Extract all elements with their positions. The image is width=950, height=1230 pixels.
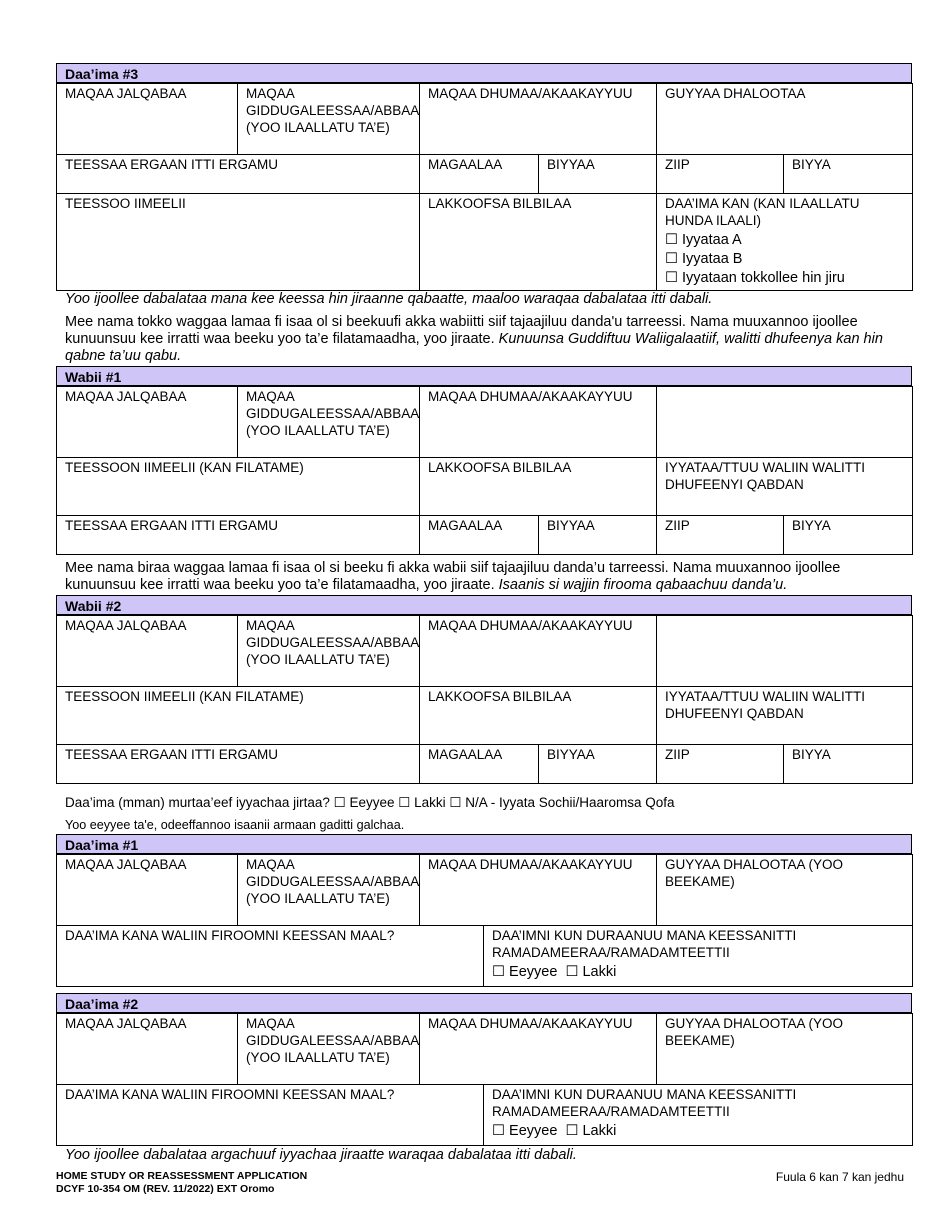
section-header-child-2: Daa’ima #2 bbox=[56, 993, 912, 1013]
child-3-resides-label: DAA’IMA KAN (KAN ILAALLATU HUNDA ILAALI) bbox=[665, 196, 860, 228]
section-header-reference-1: Wabii #1 bbox=[56, 366, 912, 386]
ref-1-last-name-field[interactable]: MAQAA DHUMAA/AKAAKAYYUU bbox=[420, 387, 657, 458]
specific-child-question[interactable]: Daa’ima (mman) murtaa’eef iyyachaa jirtaa? ☐ Eeyyee ☐ Lakki ☐ N/A - Iyyata Sochii/Haaromsa Qofa bbox=[65, 795, 675, 810]
form-title: HOME STUDY OR REASSESSMENT APPLICATION bbox=[56, 1170, 308, 1182]
child-3-middle-name-field[interactable]: MAQAA GIDDUGALEESSAA/ABBAA (YOO ILAALLATU TA’E) bbox=[238, 84, 420, 155]
child-1-birth-date-field[interactable]: GUYYAA DHALOOTAA (YOO BEEKAME) bbox=[657, 855, 913, 926]
ref-1-address-field[interactable]: TEESSAA ERGAAN ITTI ERGAMU bbox=[57, 516, 420, 555]
child-2-placed-cell bbox=[484, 1085, 913, 1146]
child-3-email-field[interactable]: TEESSOO IIMEELII bbox=[57, 194, 420, 291]
child-3-birth-date-field[interactable]: GUYYAA DHALOOTAA bbox=[657, 84, 913, 155]
child-3-table bbox=[56, 83, 913, 291]
page-number: Fuula 6 kan 7 kan jedhu bbox=[775, 1170, 904, 1184]
child-3-country-field[interactable]: BIYYA bbox=[784, 155, 913, 194]
ref-2-first-name-field[interactable]: MAQAA JALQABAA bbox=[57, 616, 238, 687]
specific-child-note: Yoo eeyyee ta'e, odeeffannoo isaanii armaan gaditti galchaa. bbox=[65, 818, 405, 832]
child-3-state-field[interactable]: BIYYAA bbox=[539, 155, 657, 194]
child-3-resides-cell bbox=[657, 194, 913, 291]
ref-2-blank-field[interactable] bbox=[657, 616, 913, 687]
child-1-last-name-field[interactable]: MAQAA DHUMAA/AKAAKAYYUU bbox=[420, 855, 657, 926]
reference-2-intro: Mee nama biraa waggaa lamaa fi isaa ol si beeku fi akka wabii siif tajaajiluu danda’u tarreessi. Nama muuxannoo ijoollee kunuunsuu kee irratti waa beeku yoo ta’e filatamaadha, yoo jiraate. Isaanis si wajjin firooma qabaachuu danda’u. bbox=[65, 560, 841, 593]
section-header-child-3: Daa’ima #3 bbox=[56, 63, 912, 83]
child-1-table bbox=[56, 854, 913, 987]
ref-1-country-field[interactable]: BIYYA bbox=[784, 516, 913, 555]
child-2-table bbox=[56, 1013, 913, 1146]
ref-1-blank-field[interactable] bbox=[657, 387, 913, 458]
ref-2-address-field[interactable]: TEESSAA ERGAAN ITTI ERGAMU bbox=[57, 745, 420, 784]
child-2-first-name-field[interactable]: MAQAA JALQABAA bbox=[57, 1014, 238, 1085]
child-2-relationship-field[interactable]: DAA’IMA KANA WALIIN FIROOMNI KEESSAN MAAL? bbox=[57, 1085, 484, 1146]
child-2-no-checkbox[interactable]: ☐ Lakki bbox=[565, 1123, 617, 1139]
option-a-checkbox[interactable]: ☐ Iyyataa A bbox=[665, 232, 742, 248]
child-1-relationship-field[interactable]: DAA’IMA KANA WALIIN FIROOMNI KEESSAN MAAL? bbox=[57, 926, 484, 987]
ref-2-zip-field[interactable]: ZIIP bbox=[657, 745, 784, 784]
child-3-first-name-field[interactable]: MAQAA JALQABAA bbox=[57, 84, 238, 155]
child-1-placed-label: DAA’IMNI KUN DURAANUU MANA KEESSANITTI RAMADAMEERAA/RAMADAMTEETTII bbox=[492, 928, 797, 960]
ref-2-state-field[interactable]: BIYYAA bbox=[539, 745, 657, 784]
child-2-yes-checkbox[interactable]: ☐ Eeyyee bbox=[492, 1123, 558, 1139]
child-1-placed-cell bbox=[484, 926, 913, 987]
child-3-phone-field[interactable]: LAKKOOFSA BILBILAA bbox=[420, 194, 657, 291]
section-header-reference-2: Wabii #2 bbox=[56, 595, 912, 615]
form-page bbox=[56, 63, 912, 1164]
child-2-middle-name-field[interactable]: MAQAA GIDDUGALEESSAA/ABBAA (YOO ILAALLATU TA’E) bbox=[238, 1014, 420, 1085]
ref-1-city-field[interactable]: MAGAALAA bbox=[420, 516, 539, 555]
more-children-note: Yoo ijoollee dabalataa mana kee keessa hin jiraanne qabaatte, maaloo waraqaa dabalataa itti dabali. bbox=[65, 291, 713, 307]
child-2-last-name-field[interactable]: MAQAA DHUMAA/AKAAKAYYUU bbox=[420, 1014, 657, 1085]
ref-2-city-field[interactable]: MAGAALAA bbox=[420, 745, 539, 784]
option-b-checkbox[interactable]: ☐ Iyyataa B bbox=[665, 251, 743, 267]
form-number: DCYF 10-354 OM (REV. 11/2022) EXT Oromo bbox=[56, 1183, 275, 1195]
child-3-address-field[interactable]: TEESSAA ERGAAN ITTI ERGAMU bbox=[57, 155, 420, 194]
child-3-zip-field[interactable]: ZIIP bbox=[657, 155, 784, 194]
child-1-first-name-field[interactable]: MAQAA JALQABAA bbox=[57, 855, 238, 926]
ref-1-first-name-field[interactable]: MAQAA JALQABAA bbox=[57, 387, 238, 458]
ref-2-phone-field[interactable]: LAKKOOFSA BILBILAA bbox=[420, 687, 657, 745]
ref-1-phone-field[interactable]: LAKKOOFSA BILBILAA bbox=[420, 458, 657, 516]
option-neither-checkbox[interactable]: ☐ Iyyataan tokkollee hin jiru bbox=[665, 270, 845, 286]
ref-2-years-known-field[interactable]: IYYATAA/TTUU WALIIN WALITTI DHUFEENYI QABDAN bbox=[657, 687, 913, 745]
child-2-birth-date-field[interactable]: GUYYAA DHALOOTAA (YOO BEEKAME) bbox=[657, 1014, 913, 1085]
child-1-middle-name-field[interactable]: MAQAA GIDDUGALEESSAA/ABBAA (YOO ILAALLATU TA’E) bbox=[238, 855, 420, 926]
references-intro: Mee nama tokko waggaa lamaa fi isaa ol si beekuufi akka wabiitti siif tajaajiluu danda'u tarreessi. Nama muuxannoo ijoollee kunuunsuu kee irratti waa beeku yoo ta’e filatamaadha, yoo jiraate. Kunuunsa Guddiftuu Waliigalaatiif, walitti dhufeenya kan hin qabne ta’uu qabu. bbox=[65, 314, 883, 364]
child-3-city-field[interactable]: MAGAALAA bbox=[420, 155, 539, 194]
ref-1-middle-name-field[interactable]: MAQAA GIDDUGALEESSAA/ABBAA (YOO ILAALLATU TA’E) bbox=[238, 387, 420, 458]
ref-2-country-field[interactable]: BIYYA bbox=[784, 745, 913, 784]
ref-1-years-known-field[interactable]: IYYATAA/TTUU WALIIN WALITTI DHUFEENYI QABDAN bbox=[657, 458, 913, 516]
section-header-child-1: Daa’ima #1 bbox=[56, 834, 912, 854]
ref-2-last-name-field[interactable]: MAQAA DHUMAA/AKAAKAYYUU bbox=[420, 616, 657, 687]
ref-2-middle-name-field[interactable]: MAQAA GIDDUGALEESSAA/ABBAA (YOO ILAALLATU TA’E) bbox=[238, 616, 420, 687]
more-children-apply-note: Yoo ijoollee dabalataa argachuuf iyyachaa jiraatte waraqaa dabalataa itti dabali. bbox=[65, 1147, 577, 1163]
ref-1-zip-field[interactable]: ZIIP bbox=[657, 516, 784, 555]
child-1-yes-checkbox[interactable]: ☐ Eeyyee bbox=[492, 964, 558, 980]
ref-1-state-field[interactable]: BIYYAA bbox=[539, 516, 657, 555]
child-1-no-checkbox[interactable]: ☐ Lakki bbox=[565, 964, 617, 980]
ref-2-email-field[interactable]: TEESSOON IIMEELII (KAN FILATAME) bbox=[57, 687, 420, 745]
reference-1-table bbox=[56, 386, 913, 555]
child-2-placed-label: DAA’IMNI KUN DURAANUU MANA KEESSANITTI RAMADAMEERAA/RAMADAMTEETTII bbox=[492, 1087, 797, 1119]
ref-1-email-field[interactable]: TEESSOON IIMEELII (KAN FILATAME) bbox=[57, 458, 420, 516]
reference-2-table bbox=[56, 615, 913, 784]
child-3-last-name-field[interactable]: MAQAA DHUMAA/AKAAKAYYUU bbox=[420, 84, 657, 155]
